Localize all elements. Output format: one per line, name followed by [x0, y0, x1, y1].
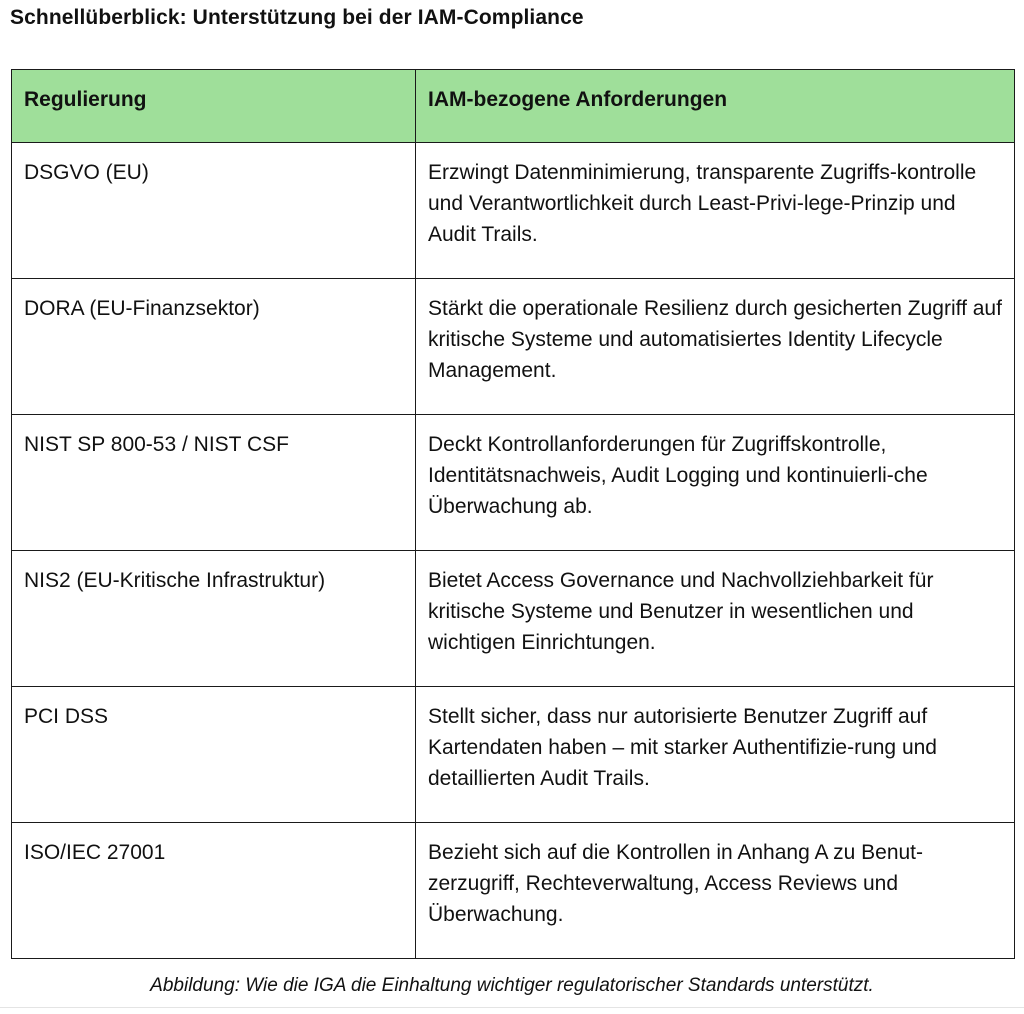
regulation-cell: NIST SP 800-53 / NIST CSF: [12, 415, 416, 551]
column-header-regulation: Regulierung: [12, 70, 416, 143]
figure-caption: Abbildung: Wie die IGA die Einhaltung wichtiger regulatorischer Standards unterstützt.: [150, 975, 874, 996]
table-row: [12, 823, 1015, 959]
requirements-cell: Stärkt die operationale Resilienz durch gesicherten Zugriff auf kritische Systeme und automatisiertes Identity Lifecycle Management.: [416, 279, 1015, 415]
table-row: [12, 279, 1015, 415]
table-row: [12, 415, 1015, 551]
requirements-cell: Deckt Kontrollanforderungen für Zugriffskontrolle, Identitätsnachweis, Audit Logging und kontinuierli-che Überwachung ab.: [416, 415, 1015, 551]
table-row: [12, 687, 1015, 823]
requirements-cell: Bezieht sich auf die Kontrollen in Anhang A zu Benut-zerzugriff, Rechteverwaltung, Access Reviews und Überwachung.: [416, 823, 1015, 959]
regulation-cell: PCI DSS: [12, 687, 416, 823]
regulation-cell: NIS2 (EU-Kritische Infrastruktur): [12, 551, 416, 687]
bottom-divider: [0, 1007, 1024, 1008]
regulation-cell: DSGVO (EU): [12, 143, 416, 279]
table-row: [12, 551, 1015, 687]
table-header-row: [12, 70, 1015, 143]
column-header-requirements: IAM-bezogene Anforderungen: [416, 70, 1015, 143]
requirements-cell: Erzwingt Datenminimierung, transparente Zugriffs-kontrolle und Verantwortlichkeit durch Least-Privi-lege-Prinzip und Audit Trails.: [416, 143, 1015, 279]
regulation-cell: DORA (EU-Finanzsektor): [12, 279, 416, 415]
regulation-cell: ISO/IEC 27001: [12, 823, 416, 959]
requirements-cell: Bietet Access Governance und Nachvollziehbarkeit für kritische Systeme und Benutzer in wesentlichen und wichtigen Einrichtungen.: [416, 551, 1015, 687]
table-row: [12, 143, 1015, 279]
page-title: Schnellüberblick: Unterstützung bei der IAM-Compliance: [10, 6, 584, 29]
compliance-table: [11, 69, 1015, 959]
requirements-cell: Stellt sicher, dass nur autorisierte Benutzer Zugriff auf Kartendaten haben – mit starker Authentifizie-rung und detaillierten Audit Trails.: [416, 687, 1015, 823]
